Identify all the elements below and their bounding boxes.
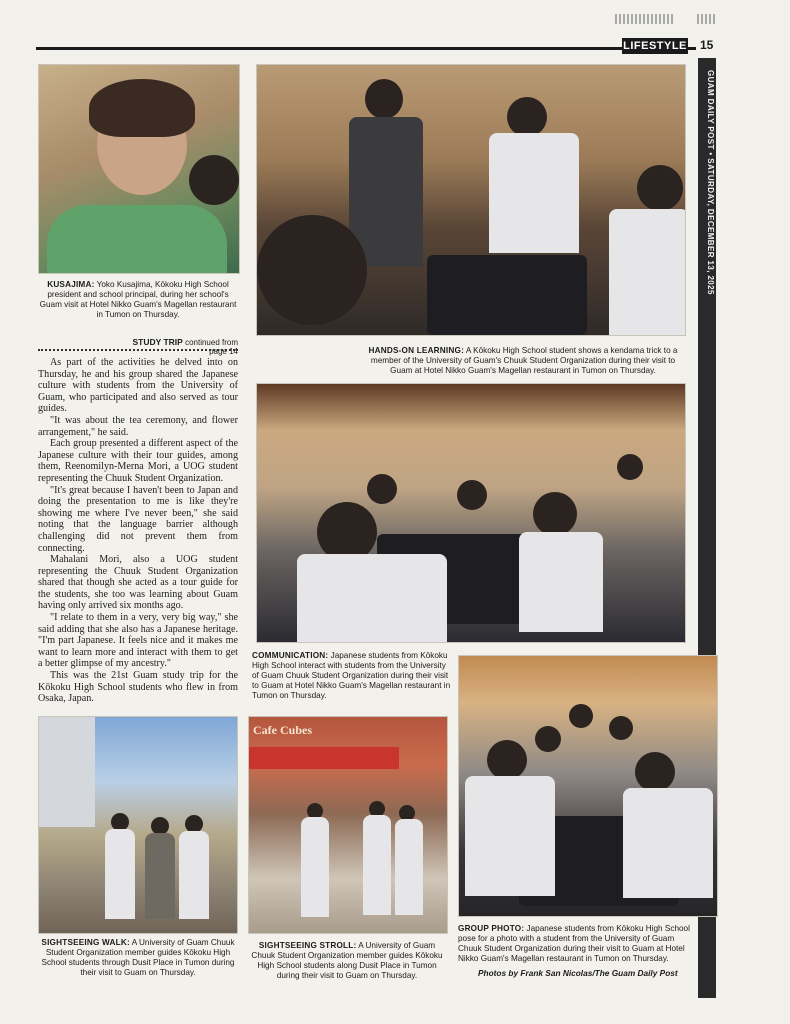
photo-hands-on-learning [256, 64, 686, 336]
caption-sightseeing-stroll [248, 941, 446, 981]
article-paragraph: As part of the activities he delved into on Thursday, he and his group shared the Japanese culture with students from the University of Guam, who participated and also served as tour guides. [38, 357, 238, 415]
caption-sightseeing-walk [38, 938, 238, 978]
photo-sightseeing-walk [38, 716, 238, 934]
caption-kusajima [38, 280, 238, 320]
caption-text: A University of Guam Chuuk Student Organization member guides Kōkoku High School students along Dusit Place in Tumon during their visit to Guam on Thursday. [251, 941, 443, 980]
article-paragraph: Each group presented a different aspect of the Japanese culture with their tour guides, among them, Reenomilyn-Merna Mori, a UOG student representing the Chuuk Student Organization. [38, 438, 238, 484]
caption-label: SIGHTSEEING WALK: [41, 938, 130, 947]
article-paragraph: This was the 21st Guam study trip for the Kōkoku High School students who flew in from Osaka, Japan. [38, 670, 238, 705]
continued-text: continued from page 14 [185, 338, 238, 356]
sidebar-text: GUAM DAILY POST • SATURDAY, DECEMBER 13, 2025 [706, 70, 715, 295]
header-rule [36, 47, 696, 50]
caption-text: Yoko Kusajima, Kōkoku High School president and school principal, during her school's Guam visit at Hotel Nikko Guam's Magellan restaurant in Tumon on Thursday. [39, 280, 237, 319]
article-body [38, 357, 238, 705]
continued-line [120, 337, 238, 356]
continued-label: STUDY TRIP [132, 337, 183, 347]
caption-label: COMMUNICATION: [252, 651, 329, 660]
caption-text: Japanese students from Kōkoku High School interact with students from the University of Guam Chuuk Student Organization during their visit to Guam at Hotel Nikko Guam's Magellan restaurant in Tumon on Thursday. [252, 651, 451, 700]
caption-label: SIGHTSEEING STROLL: [258, 941, 357, 950]
photo-credit: Photos by Frank San Nicolas/The Guam Daily Post [478, 968, 678, 978]
photo-communication [256, 383, 686, 643]
masthead-decoration [697, 14, 715, 24]
section-tag: LIFESTYLE [623, 40, 687, 52]
caption-text: A University of Guam Chuuk Student Organization member guides Kōkoku High School students through Dusit Place in Tumon during their visit to Guam on Thursday. [41, 938, 235, 977]
caption-text: A Kōkoku High School student shows a kendama trick to a member of the University of Guam's Chuuk Student Organization during their visit to Guam at Hotel Nikko Guam's Magellan restaurant in Tumon on Thursday. [370, 346, 678, 375]
article-paragraph: Mahalani Mori, also a UOG student representing the Chuuk Student Organization shared that though she acted as a tour guide for the students, she too was learning about Guam having only arrived six months ago. [38, 554, 238, 612]
article-divider [38, 349, 238, 351]
article-paragraph: "It was about the tea ceremony, and flower arrangement," he said. [38, 414, 238, 438]
caption-text: Japanese students from Kōkoku High School pose for a photo with a student from the University of Guam Chuuk Student Organization during their visit to Guam at Hotel Nikko Guam's Magellan restaurant in Tumon on Thursday. [458, 924, 690, 963]
restaurant-sign: Cafe Cubes [253, 723, 312, 737]
caption-communication [252, 651, 452, 701]
caption-label: HANDS-ON LEARNING: [368, 346, 464, 355]
masthead-decoration [615, 14, 675, 24]
caption-group-photo [458, 924, 698, 964]
photo-group [458, 655, 718, 917]
article-paragraph: "It's great because I haven't been to Japan and doing the presentation to me is like they're showing me where I've never been," she said noting that the language barrier although challenging did not prevent them from connecting. [38, 484, 238, 554]
photo-kusajima [38, 64, 240, 274]
page-number: 15 [700, 38, 714, 52]
caption-label: KUSAJIMA: [47, 280, 95, 289]
caption-hands-on-learning [362, 346, 684, 376]
article-paragraph: "I relate to them in a very, very big way," she said adding that she also has a Japanese heritage. "I'm part Japanese. It feels nice and it makes me want to learn more and interact with them to get a better glimpse of my ancestry." [38, 612, 238, 670]
photo-sightseeing-stroll [248, 716, 448, 934]
caption-label: GROUP PHOTO: [458, 924, 525, 933]
